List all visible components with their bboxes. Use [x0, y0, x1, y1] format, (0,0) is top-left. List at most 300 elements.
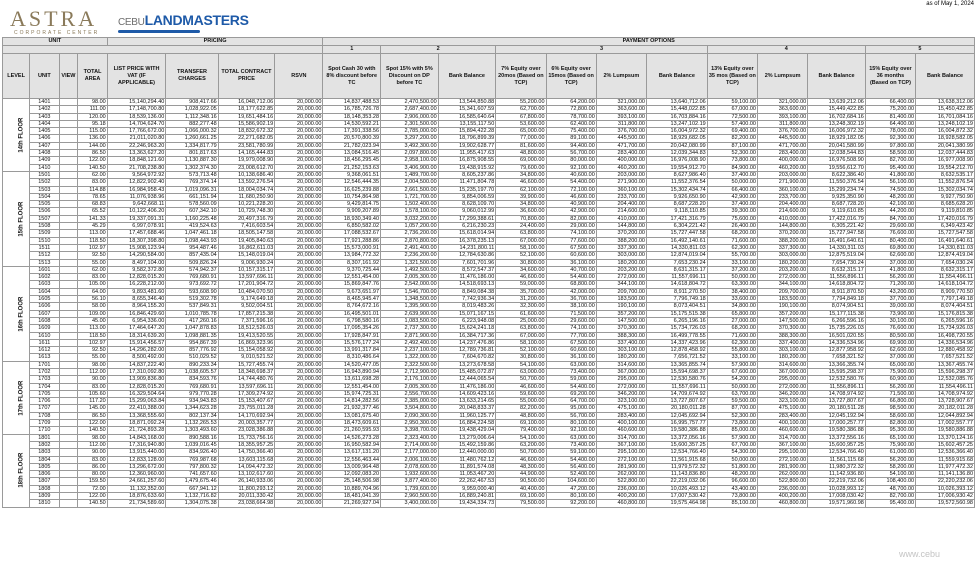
table-cell: 71,200.00 [865, 281, 915, 288]
table-cell: 90.00 [78, 376, 107, 383]
table-cell: 7,654,030.24 [916, 259, 975, 266]
cell-view [59, 463, 78, 470]
table-cell: 15,734,726.03 [647, 325, 708, 332]
table-cell: 857,776.92 [166, 347, 218, 354]
table-cell: 2,950,300.00 [381, 420, 439, 427]
table-cell: 20,000.00 [275, 368, 323, 375]
table-cell: 1,057,200.00 [381, 223, 439, 230]
table-row [3, 274, 975, 281]
col-total-contract-price: TOTAL CONTRACT PRICE [218, 54, 275, 99]
table-cell: 12,874,019.04 [647, 252, 708, 259]
cell-view [59, 303, 78, 310]
table-cell: 337,400.00 [757, 339, 807, 346]
table-cell: 471,700.00 [757, 142, 807, 149]
table-cell: 47,200.00 [546, 485, 596, 492]
table-cell: 22,271,682.05 [218, 135, 275, 142]
table-cell: 19,405,840.63 [218, 237, 275, 244]
table-cell: 66,400.00 [865, 99, 915, 106]
cell-unit: 1803 [30, 449, 59, 456]
table-cell: 13,727,807.67 [808, 398, 866, 405]
table-cell: 11,141,136.80 [916, 471, 975, 478]
cell-view [59, 405, 78, 412]
table-cell: 9,368,061.51 [323, 171, 381, 178]
table-cell: 54,400.00 [546, 179, 596, 186]
table-cell: 17,309,274.92 [218, 390, 275, 397]
table-cell: 10,729,748.30 [218, 208, 275, 215]
table-cell: 74,100.00 [546, 325, 596, 332]
table-cell: 1,348,500.00 [381, 296, 439, 303]
table-cell: 21,260,595.93 [323, 427, 381, 434]
table-cell: 21,011,020.80 [107, 135, 166, 142]
table-cell: 80,100.00 [546, 493, 596, 500]
table-cell: 20,048,833.37 [438, 405, 496, 412]
table-cell: 20,041,580.99 [808, 142, 866, 149]
table-cell: 363,600.00 [596, 106, 646, 113]
table-cell: 43,200.00 [865, 288, 915, 295]
table-cell: 20,000.00 [275, 201, 323, 208]
table-cell: 15,600,357.25 [647, 441, 708, 448]
table-cell: 159.50 [78, 478, 107, 485]
floor-label [3, 99, 30, 172]
table-cell: 63,800.00 [496, 230, 546, 237]
table-cell: 16,498,720.55 [916, 332, 975, 339]
table-cell: 2,661,500.00 [381, 186, 439, 193]
cell-unit: 1802 [30, 441, 59, 448]
table-cell: 63,200.00 [496, 441, 546, 448]
table-cell: 15,894,422.28 [438, 128, 496, 135]
cell-view [59, 456, 78, 463]
table-cell: 367,100.00 [757, 441, 807, 448]
table-cell: 80,500.00 [865, 332, 915, 339]
table-cell: 16,862,611.03 [218, 244, 275, 251]
table-row [3, 449, 975, 456]
table-cell: 6,954,336.00 [107, 317, 166, 324]
table-cell: 78.65 [78, 193, 107, 200]
table-cell: 31,200.00 [496, 296, 546, 303]
table-cell: 20,000.00 [275, 398, 323, 405]
table-cell: 7,654,730.24 [808, 259, 866, 266]
table-cell: 23,038,664.98 [218, 500, 275, 507]
table-cell: 337,400.00 [596, 339, 646, 346]
table-cell: 80,400.00 [865, 237, 915, 244]
cell-unit: 1808 [30, 485, 59, 492]
table-cell: 9,429,814.75 [323, 201, 381, 208]
table-cell: 29,000.00 [546, 223, 596, 230]
table-cell: 8,572,547.37 [438, 266, 496, 273]
table-cell: 8,628,109.70 [438, 201, 496, 208]
table-cell: 68.83 [78, 201, 107, 208]
table-cell: 20,000.00 [275, 142, 323, 149]
table-cell: 295,100.00 [596, 449, 646, 456]
table-cell: 17,316,940.80 [107, 441, 166, 448]
table-cell: 16,875,908.55 [438, 157, 496, 164]
table-cell: 19,554,212.70 [916, 164, 975, 171]
table-cell: 13,597,696.11 [218, 383, 275, 390]
table-cell: 16,492,140.61 [647, 237, 708, 244]
table-cell: 12,874,419.04 [916, 252, 975, 259]
table-cell: 233,700.00 [596, 193, 646, 200]
table-cell: 321,000.00 [596, 99, 646, 106]
table-cell: 19,554,912.70 [647, 164, 708, 171]
cell-view [59, 361, 78, 368]
table-row [3, 478, 975, 485]
cell-unit: 1502 [30, 179, 59, 186]
table-cell: 63,000.00 [546, 434, 596, 441]
table-cell: 180,200.00 [757, 259, 807, 266]
table-cell: 14,530,592.21 [323, 120, 381, 127]
table-cell: 214,600.00 [757, 208, 807, 215]
table-cell: 14,708,974.92 [808, 390, 866, 397]
table-cell: 20,000.00 [275, 288, 323, 295]
table-cell: 14,837,488.53 [323, 99, 381, 106]
table-cell: 360,100.00 [757, 186, 807, 193]
floor-label-text: 18th FLOOR [18, 453, 25, 489]
table-cell: 8,655,346.40 [107, 296, 166, 303]
table-cell: 13,273,678.58 [438, 361, 496, 368]
table-cell: 69,800.00 [865, 244, 915, 251]
cell-view [59, 376, 78, 383]
table-row [3, 164, 975, 171]
table-cell: 20,000.00 [275, 171, 323, 178]
table-cell: 1,098,443.93 [166, 237, 218, 244]
cell-unit: 1709 [30, 420, 59, 427]
cell-unit: 1804 [30, 456, 59, 463]
table-cell: 357,200.00 [596, 310, 646, 317]
floor-label-text: 15th FLOOR [18, 201, 25, 237]
table-cell: 12,875,519.04 [808, 252, 866, 259]
table-cell: 65.52 [78, 208, 107, 215]
table-cell: 2,906,000.00 [381, 113, 439, 120]
table-cell: 59,600.00 [496, 390, 546, 397]
table-cell: 16,378,235.13 [438, 237, 496, 244]
cell-view [59, 120, 78, 127]
table-cell: 283,400.00 [596, 150, 646, 157]
table-cell: 67,500.00 [546, 339, 596, 346]
table-cell: 460,800.00 [757, 500, 807, 507]
table-cell: 9,119,810.85 [916, 208, 975, 215]
table-cell: 1,739,600.00 [381, 485, 439, 492]
table-cell: 51,800.00 [707, 463, 757, 470]
table-cell: 18,929,682.05 [647, 135, 708, 142]
table-cell: 18,930,349.40 [323, 215, 381, 222]
table-cell: 24,661,257.60 [107, 478, 166, 485]
table-row [3, 376, 975, 383]
table-cell: 13,915,440.00 [107, 449, 166, 456]
col-level: LEVEL [3, 54, 30, 99]
table-cell: 43,400.00 [707, 485, 757, 492]
table-cell: 81,400.00 [865, 113, 915, 120]
table-cell: 44,200.00 [865, 208, 915, 215]
table-cell: 18,314,639.20 [107, 332, 166, 339]
table-cell: 65,000.00 [496, 128, 546, 135]
table-cell: 112.00 [78, 441, 107, 448]
table-cell: 63,700.00 [707, 390, 757, 397]
table-cell: 79,400.00 [496, 427, 546, 434]
table-cell: 203,200.00 [757, 266, 807, 273]
table-cell: 8,909,770.50 [916, 288, 975, 295]
table-row [3, 186, 975, 193]
table-cell: 15,140,294.40 [107, 99, 166, 106]
table-cell: 2,737,300.00 [381, 325, 439, 332]
table-row [3, 317, 975, 324]
table-cell: 40,700.00 [546, 266, 596, 273]
table-cell: 55,700.00 [707, 252, 757, 259]
table-cell: 11,980,372.32 [808, 463, 866, 470]
table-cell: 14,165,444.83 [218, 150, 275, 157]
table-cell: 15,450,422.85 [916, 106, 975, 113]
table-cell: 79,600.00 [496, 164, 546, 171]
table-cell: 42,100.00 [865, 201, 915, 208]
cell-view [59, 113, 78, 120]
table-cell: 52,400.00 [546, 471, 596, 478]
table-cell: 8,627,986.40 [647, 171, 708, 178]
table-cell: 16,785,726.78 [323, 106, 381, 113]
table-cell: 62,300.00 [707, 339, 757, 346]
table-cell: 13,368,555.60 [107, 412, 166, 419]
table-cell: 69,900.00 [865, 339, 915, 346]
table-cell: 6,266,596.16 [808, 317, 866, 324]
table-cell: 12,551,454.00 [323, 383, 381, 390]
table-cell: 16,491,640.61 [808, 237, 866, 244]
table-cell: 802,137.34 [166, 412, 218, 419]
table-cell: 2,687,400.00 [381, 106, 439, 113]
table-row [3, 325, 975, 332]
table-cell: 11,561,915.68 [647, 456, 708, 463]
table-cell: 18,456,295.45 [323, 157, 381, 164]
table-cell: 460,800.00 [596, 500, 646, 507]
table-cell: 13,102,617.60 [218, 471, 275, 478]
table-cell: 16,495,501.01 [323, 310, 381, 317]
table-cell: 36,100.00 [546, 354, 596, 361]
table-cell: 78,700.00 [546, 113, 596, 120]
table-cell: 36,700.00 [546, 296, 596, 303]
table-cell: 314,700.00 [757, 434, 807, 441]
col-total-area: TOTAL AREA [78, 54, 107, 99]
table-cell: 92,100.00 [546, 164, 596, 171]
table-cell: 12,822,902.40 [107, 179, 166, 186]
table-cell: 857,435.04 [166, 252, 218, 259]
cell-unit: 1410 [30, 164, 59, 171]
table-cell: 1,334,817.79 [166, 142, 218, 149]
table-cell: 98,500.00 [865, 405, 915, 412]
table-cell: 8,307,161.92 [323, 259, 381, 266]
table-cell: 42,900.00 [546, 208, 596, 215]
table-cell: 16,006,972.32 [808, 128, 866, 135]
table-cell: 20,000.00 [275, 106, 323, 113]
table-cell: 56,200.00 [865, 383, 915, 390]
price-list-table-wrap [2, 37, 975, 508]
table-cell: 1,160,225.48 [166, 215, 218, 222]
table-cell: 20,000.00 [275, 441, 323, 448]
table-cell: 13,009,964.48 [323, 463, 381, 470]
table-row [3, 347, 975, 354]
table-cell: 86.50 [78, 150, 107, 157]
table-cell: 13,365,855.74 [647, 361, 708, 368]
table-cell: 1,395,900.00 [381, 303, 439, 310]
table-cell: 16,869,323.96 [218, 339, 275, 346]
table-cell: 54,100.00 [865, 471, 915, 478]
table-cell: 17,464,647.20 [107, 325, 166, 332]
table-cell: 11,979,572.32 [647, 463, 708, 470]
table-cell: 13,991,317.84 [323, 347, 381, 354]
table-cell: 19,979,008.90 [218, 157, 275, 164]
table-cell: 419,524.63 [166, 223, 218, 230]
table-cell: 65,800.00 [707, 310, 757, 317]
cell-view [59, 171, 78, 178]
table-cell: 769,680.91 [166, 383, 218, 390]
table-cell: 136.00 [78, 135, 107, 142]
table-cell: 20,000.00 [275, 500, 323, 507]
table-cell: 20,000.00 [275, 383, 323, 390]
cebu-logo-small: CEBU [118, 17, 145, 28]
table-cell: 39,000.00 [865, 303, 915, 310]
table-row [3, 412, 975, 419]
table-cell: 8,685,628.20 [916, 201, 975, 208]
table-cell: 337,300.00 [757, 244, 807, 251]
table-cell: 8,849,084.38 [438, 288, 496, 295]
table-cell: 21,734,589.60 [107, 500, 166, 507]
table-cell: 37,400.00 [707, 171, 757, 178]
table-cell: 15,869,847.76 [323, 281, 381, 288]
table-cell: 13,081,675.40 [323, 412, 381, 419]
table-cell: 20,000.00 [275, 405, 323, 412]
cell-view [59, 317, 78, 324]
table-cell: 11,977,472.32 [916, 463, 975, 470]
table-cell: 367,000.00 [757, 368, 807, 375]
table-cell: 14,237,476.86 [438, 339, 496, 346]
table-cell: 314,600.00 [596, 361, 646, 368]
table-cell: 12,044,892.94 [916, 412, 975, 419]
cell-unit: 1508 [30, 223, 59, 230]
table-cell: 16,703,884.16 [647, 113, 708, 120]
table-cell: 1,132,716.82 [166, 493, 218, 500]
table-row [3, 281, 975, 288]
table-cell: 120.00 [78, 113, 107, 120]
table-cell: 53,600.00 [496, 120, 546, 127]
table-cell: 69,400.00 [707, 128, 757, 135]
cell-view [59, 99, 78, 106]
cell-view [59, 296, 78, 303]
table-cell: 272,000.00 [596, 383, 646, 390]
table-cell: 22,410,388.00 [107, 405, 166, 412]
table-cell: 14,744,480.76 [218, 376, 275, 383]
table-cell: 388,200.00 [757, 237, 807, 244]
table-cell: 13,248,302.19 [808, 120, 866, 127]
table-row [3, 99, 975, 106]
table-row [3, 150, 975, 157]
table-cell: 11,550,376.54 [808, 179, 866, 186]
table-cell: 40,600.00 [546, 171, 596, 178]
table-cell: 55,200.00 [496, 99, 546, 106]
table-cell: 667,941.12 [166, 485, 218, 492]
table-cell: 180,200.00 [596, 354, 646, 361]
table-cell: 15,299,234.74 [808, 186, 866, 193]
table-cell: 20,000.00 [275, 456, 323, 463]
table-cell: 22,246,963.20 [107, 142, 166, 149]
cell-unit: 1609 [30, 325, 59, 332]
table-cell: 59,500.00 [707, 398, 757, 405]
table-cell: 13,639,212.06 [808, 99, 866, 106]
col-unit: UNIT [30, 54, 59, 99]
table-cell: 113.00 [78, 325, 107, 332]
table-cell: 20,000.00 [275, 215, 323, 222]
table-cell: 14,330,311.03 [808, 244, 866, 251]
table-cell: 10,484,070.50 [218, 288, 275, 295]
table-cell: 11,132,352.00 [107, 485, 166, 492]
table-cell: 323,100.00 [596, 398, 646, 405]
cell-unit: 1606 [30, 303, 59, 310]
table-cell: 13,155,117.50 [438, 120, 496, 127]
table-cell: 12,534,766.40 [647, 449, 708, 456]
table-cell: 58.00 [78, 303, 107, 310]
table-cell: 11,552,376.54 [647, 179, 708, 186]
table-cell: 54,400.00 [546, 383, 596, 390]
table-cell: 71,500.00 [546, 310, 596, 317]
table-cell: 140.50 [78, 500, 107, 507]
cell-unit: 1806 [30, 471, 59, 478]
table-row [3, 179, 975, 186]
cell-view [59, 215, 78, 222]
table-cell: 15,733,756.16 [218, 434, 275, 441]
table-cell: 58,500.00 [865, 150, 915, 157]
table-cell: 10,157,315.17 [218, 266, 275, 273]
table-cell: 281,900.00 [596, 463, 646, 470]
table-cell: 10,754,864.98 [323, 193, 381, 200]
table-cell: 203,000.00 [757, 171, 807, 178]
table-cell: 16,995,757.77 [647, 420, 708, 427]
table-cell: 16,228,212.00 [107, 281, 166, 288]
table-cell: 1,578,100.00 [381, 208, 439, 215]
table-cell: 111.00 [78, 106, 107, 113]
table-cell: 92,100.00 [546, 427, 596, 434]
table-cell: 20,000.00 [275, 463, 323, 470]
cell-unit: 1403 [30, 113, 59, 120]
table-cell: 18,871,092.24 [107, 420, 166, 427]
table-cell: 1,047,461.18 [166, 230, 218, 237]
table-cell: 593,608.90 [166, 288, 218, 295]
cell-view [59, 150, 78, 157]
price-list-body [3, 99, 975, 508]
table-cell: 16,501,020.55 [808, 332, 866, 339]
table-cell: 62,100.00 [496, 186, 546, 193]
table-cell: 15,974,725.31 [323, 390, 381, 397]
table-cell: 19,413,520.55 [218, 332, 275, 339]
table-cell: 7,604,670.82 [438, 354, 496, 361]
table-cell: 7,653,230.24 [647, 259, 708, 266]
table-cell: 8,310,486.64 [323, 354, 381, 361]
table-cell: 370,200.00 [596, 230, 646, 237]
table-row [3, 390, 975, 397]
table-cell: 16,889,240.81 [438, 493, 496, 500]
cell-view [59, 325, 78, 332]
cell-unit: 1708 [30, 412, 59, 419]
table-cell: 15,727,947.58 [808, 230, 866, 237]
table-cell: 2,237,100.00 [381, 347, 439, 354]
table-cell: 22,262,467.53 [438, 478, 496, 485]
table-cell: 344,100.00 [757, 281, 807, 288]
table-cell: 20,497,316.79 [218, 215, 275, 222]
table-cell: 15,341,607.59 [438, 106, 496, 113]
table-cell: 98.00 [78, 434, 107, 441]
table-cell: 60,900.00 [865, 376, 915, 383]
table-cell: 271,900.00 [757, 179, 807, 186]
table-cell: 36,600.00 [496, 208, 546, 215]
table-cell: 12,833,128.00 [107, 456, 166, 463]
table-cell: 12,038,544.83 [808, 150, 866, 157]
table-cell: 13,611,698.28 [323, 376, 381, 383]
table-cell: 86.50 [78, 412, 107, 419]
table-cell: 15,624,241.18 [438, 325, 496, 332]
